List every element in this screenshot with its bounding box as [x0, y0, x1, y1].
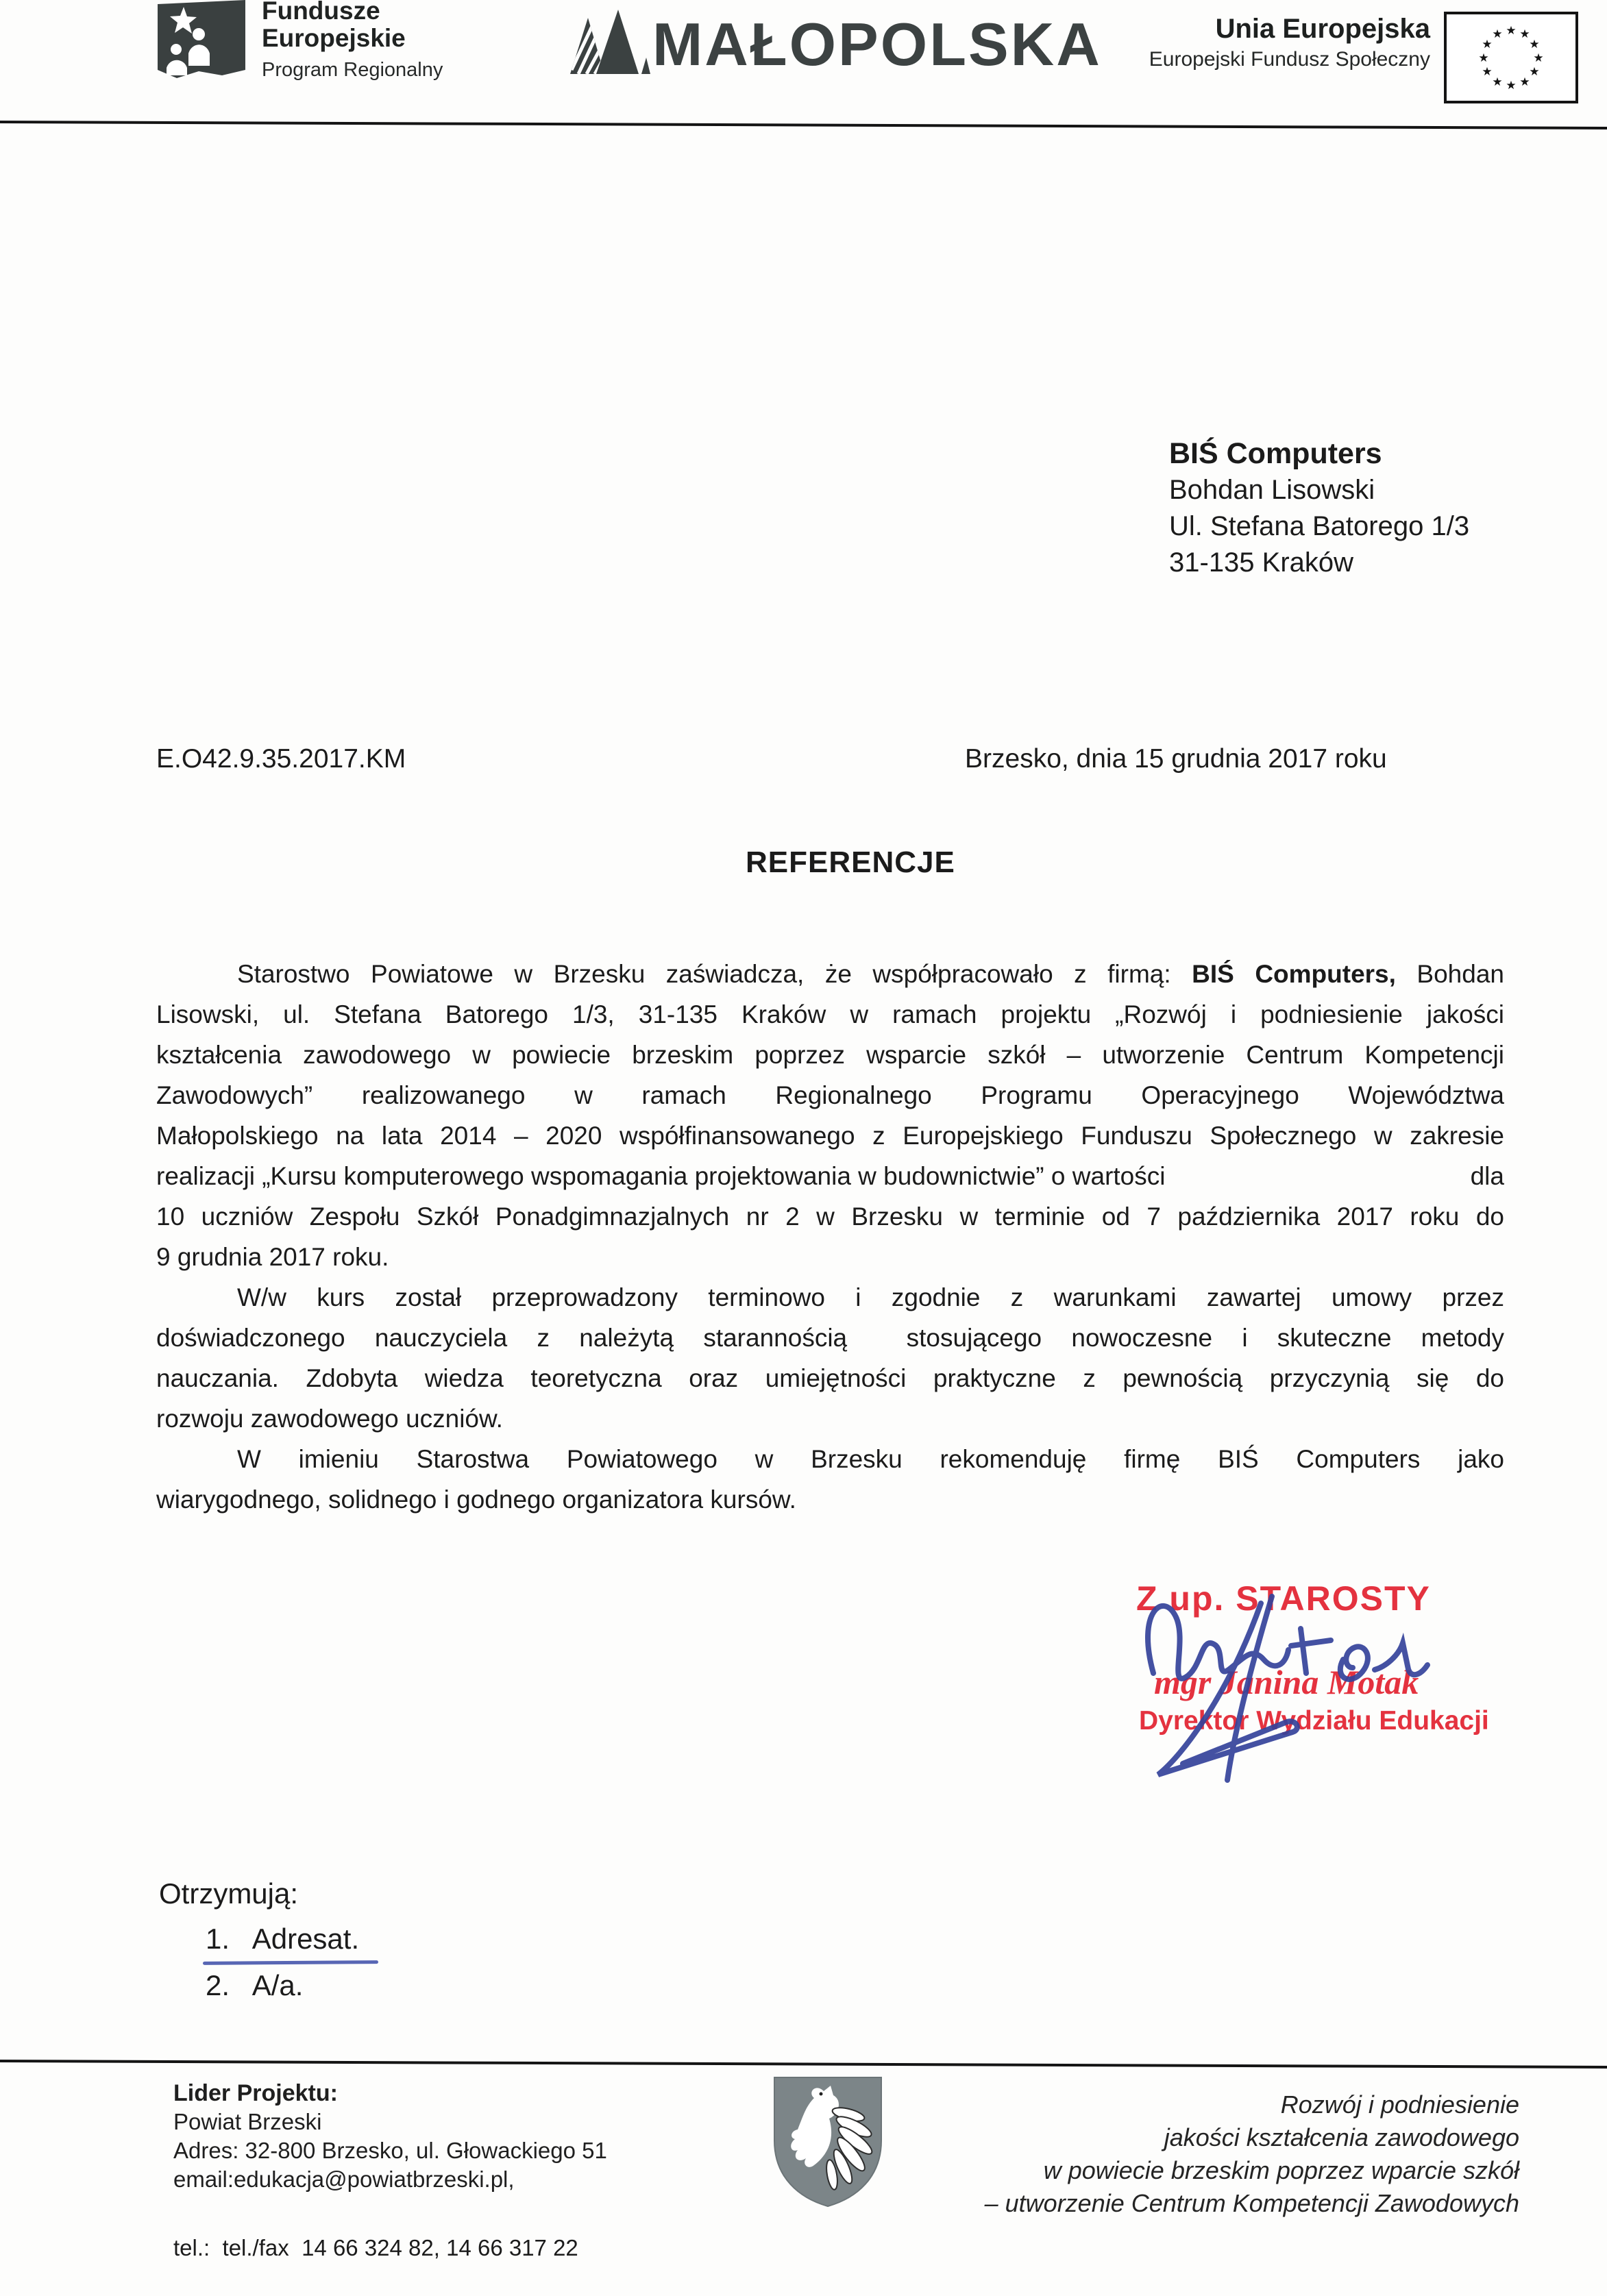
- malopolska-m-logo: [570, 5, 654, 74]
- body-line: kształcenia zawodowego w powiecie brzeskim poprzez wsparcie szkół – utworzenie Centrum Kompetencji: [156, 1041, 1504, 1069]
- svg-text:★: ★: [1478, 51, 1489, 65]
- body-line: Lisowski, ul. Stefana Batorego 1/3, 31-135 Kraków w ramach projektu „Rozwój i podniesienie jakości: [156, 1000, 1504, 1028]
- footer-leader-phone: tel.: tel./fax 14 66 324 82, 14 66 317 22: [173, 2235, 578, 2260]
- body-line: Zawodowych” realizowanego w ramach Regionalnego Programu Operacyjnego Województwa: [156, 1081, 1504, 1109]
- body-text: dla: [1470, 1162, 1504, 1190]
- body-line: wiarygodnego, solidnego i godnego organizatora kursów.: [156, 1485, 796, 1514]
- place-and-date: Brzesko, dnia 15 grudnia 2017 roku: [965, 744, 1387, 774]
- letter-body: [156, 954, 1504, 1520]
- footer-leader-name: Powiat Brzeski: [173, 2109, 322, 2134]
- eu-flag-icon: [1443, 11, 1579, 104]
- svg-text:★: ★: [1506, 24, 1517, 38]
- svg-text:★: ★: [1529, 65, 1540, 79]
- body-line: W imieniu Starostwa Powiatowego w Brzesku rekomenduję firmę BIŚ Computers jako: [237, 1445, 1504, 1473]
- footer-project-title-block: [985, 2088, 1519, 2220]
- body-text-bold: BIŚ Computers,: [1192, 960, 1396, 988]
- svg-text:★: ★: [1519, 75, 1530, 89]
- fundusze-europejskie-logo: [158, 0, 248, 81]
- svg-text:★: ★: [1519, 27, 1530, 41]
- body-line: Małopolskiego na lata 2014 – 2020 współfinansowanego z Europejskiego Funduszu Społecznego w zakresie: [156, 1122, 1504, 1150]
- svg-text:★: ★: [1482, 38, 1493, 51]
- body-text: realizacji „Kursu komputerowego wspomagania projektowania w budownictwie” o wartości: [156, 1162, 1166, 1190]
- svg-text:★: ★: [1492, 75, 1503, 89]
- footer-leader-address: Adres: 32-800 Brzesko, ul. Głowackiego 51: [173, 2138, 607, 2163]
- recipient-street: Ul. Stefana Batorego 1/3: [1169, 511, 1470, 541]
- body-text: Starostwo Powiatowe w Brzesku zaświadcza, że współpracowało z firmą:: [237, 960, 1192, 988]
- distribution-item-1: 1. Adresat.: [206, 1923, 360, 1955]
- europejski-fundusz-label: Europejski Fundusz Społeczny: [1149, 48, 1430, 71]
- malopolska-wordmark: MAŁOPOLSKA: [652, 10, 1102, 78]
- distribution-heading: Otrzymują:: [159, 1877, 299, 1910]
- footer-leader-title: Lider Projektu:: [173, 2080, 338, 2106]
- header-divider-line: [0, 121, 1607, 129]
- footer-project-line: jakości kształcenia zawodowego: [1164, 2123, 1519, 2151]
- powiat-brzeski-coat-of-arms: [766, 2076, 890, 2209]
- body-line: W/w kurs został przeprowadzony terminowo i zgodnie z warunkami zawartej umowy przez: [237, 1283, 1504, 1311]
- body-line: 9 grudnia 2017 roku.: [156, 1243, 389, 1271]
- stamp-authority-line: Z up. STAROSTY: [1136, 1579, 1431, 1618]
- body-line: doświadczonego nauczyciela z należytą starannością stosującego nowoczesne i skuteczne metody: [156, 1324, 1504, 1352]
- footer-leader-email: email:edukacja@powiatbrzeski.pl,: [173, 2167, 515, 2192]
- handwritten-signature-scribble: [1116, 1591, 1458, 1790]
- recipient-person: Bohdan Lisowski: [1169, 475, 1375, 505]
- body-line: nauczania. Zdobyta wiedza teoretyczna oraz umiejętności praktyczne z pewnością przyczynią się do: [156, 1364, 1504, 1392]
- footer-project-leader-block: [173, 2079, 607, 2194]
- svg-text:★: ★: [1482, 65, 1493, 79]
- svg-text:★: ★: [1492, 27, 1503, 41]
- svg-text:★: ★: [1533, 51, 1544, 65]
- program-regionalny-label: Program Regionalny: [262, 59, 443, 81]
- stamp-signer-name: mgr Janina Motak: [1154, 1663, 1419, 1701]
- body-line: [156, 1156, 1504, 1196]
- document-title: REFERENCJE: [746, 845, 955, 879]
- reference-number: E.O42.9.35.2017.KM: [156, 744, 406, 774]
- svg-text:★: ★: [1529, 38, 1540, 51]
- stamp-signer-title: Dyrektor Wydziału Edukacji: [1139, 1706, 1489, 1736]
- distribution-item-2: 2. A/a.: [206, 1969, 304, 2001]
- body-line: rozwoju zawodowego uczniów.: [156, 1405, 503, 1433]
- svg-text:★: ★: [1506, 79, 1517, 92]
- pen-underline: [203, 1960, 378, 1965]
- footer-project-line: w powiecie brzeskim poprzez wparcie szkół: [1043, 2156, 1519, 2184]
- fundusze-line1: Fundusze: [262, 0, 380, 25]
- footer-divider-line: [0, 2060, 1607, 2069]
- fundusze-line2: Europejskie: [262, 24, 406, 52]
- unia-europejska-label: Unia Europejska: [1215, 14, 1430, 44]
- fundusze-europejskie-wordmark: [262, 0, 406, 52]
- body-line: [156, 954, 1504, 994]
- recipient-name: BIŚ Computers: [1169, 437, 1382, 470]
- recipient-address-block: [1169, 436, 1469, 581]
- recipient-city: 31-135 Kraków: [1169, 547, 1354, 578]
- footer-project-line: Rozwój i podniesienie: [1280, 2090, 1519, 2119]
- body-line: 10 uczniów Zespołu Szkół Ponadgimnazjalnych nr 2 w Brzesku w terminie od 7 października 2017 roku do: [156, 1202, 1504, 1231]
- footer-project-line: – utworzenie Centrum Kompetencji Zawodowych: [984, 2189, 1519, 2217]
- body-text: Bohdan: [1395, 960, 1504, 988]
